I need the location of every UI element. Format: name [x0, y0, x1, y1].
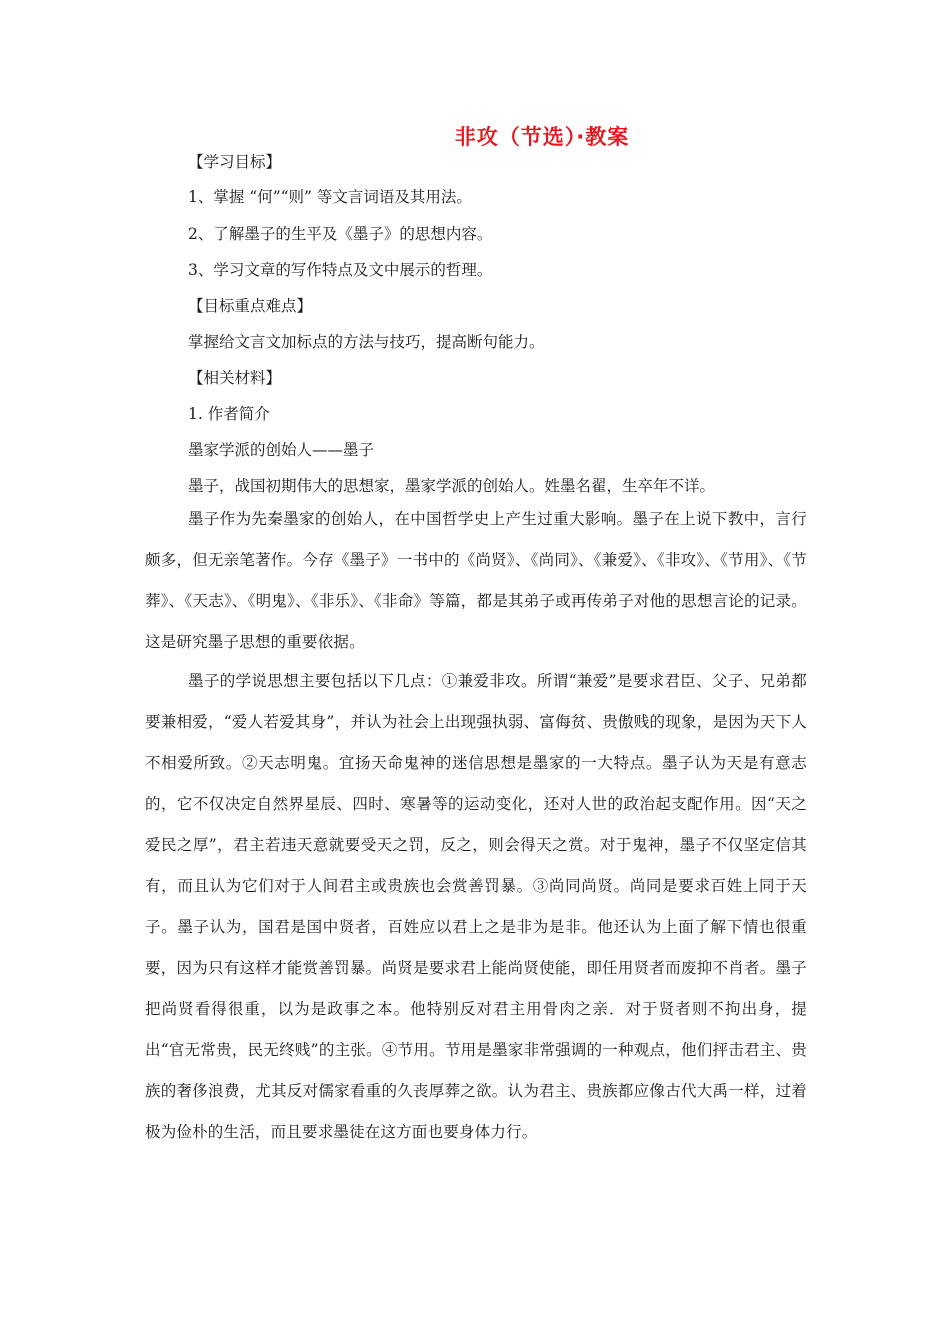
paragraph-thought: 墨子的学说思想主要包括以下几点：①兼爱非攻。所谓“兼爱”是要求君臣、父子、兄弟都要兼相爱，“爱人若爱其身”，并认为社会上出现强执弱、富侮贫、贵傲贱的现象，是因为天下人不相爱所致。②天志明鬼。宜扬天命鬼神的迷信思想是墨家的一大特点。墨子认为天是有意志的，它不仅决定自然界星辰、四时、寒暑等的运动变化，还对人世的政治起支配作用。因“天之爱民之厚”，君主若违天意就要受天之罚，反之，则会得天之赏。对于鬼神，墨子不仅坚定信其有，而且认为它们对于人间君主或贵族也会赏善罚暴。③尚同尚贤。尚同是要求百姓上同于天子。墨子认为，国君是国中贤者，百姓应以君上之是非为是非。他还认为上面了解下情也很重要，因为只有这样才能赏善罚暴。尚贤是要求君上能尚贤使能，即任用贤者而废抑不肖者。墨子把尚贤看得很重，以为是政事之本。他特别反对君主用骨肉之亲．对于贤者则不拘出身，提出“官无常贵，民无终贱”的主张。④节用。节用是墨家非常强调的一种观点，他们抨击君主、贵族的奢侈浪费，尤其反对儒家看重的久丧厚葬之欲。认为君主、贵族都应像古代大禹一样，过着极为俭朴的生活，而且要求墨徒在这方面也要身体力行。: [145, 672, 807, 1141]
paragraph-influence: 墨子作为先秦墨家的创始人，在中国哲学史上产生过重大影响。墨子在上说下教中，言行颇多，但无亲笔著作。今存《墨子》一书中的《尚贤》、《尚同》、《兼爱》、《非攻》、《节用》、《节葬》、《天志》、《明鬼》、《非乐》、《非命》等篇，都是其弟子或再传弟子对他的思想言论的记录。这是研究墨子思想的重要依据。: [145, 510, 807, 651]
materials-heading: 【相关材料】: [188, 369, 282, 387]
key-text: 掌握给文言文加标点的方法与技巧，提高断句能力。: [188, 333, 545, 351]
goal-item-3: 3、学习文章的写作特点及文中展示的哲理。: [188, 261, 493, 279]
goals-heading: 【学习目标】: [188, 153, 282, 171]
author-intro: 墨子，战国初期伟大的思想家，墨家学派的创始人。姓墨名翟，生卒年不详。: [188, 477, 716, 495]
author-subtitle: 墨家学派的创始人——墨子: [188, 441, 375, 459]
page-title: 非攻（节选）·教案: [454, 125, 630, 149]
goal-item-1: 1、掌握 “何”“则” 等文言词语及其用法。: [188, 188, 472, 206]
key-heading: 【目标重点难点】: [188, 297, 313, 315]
goal-item-2: 2、了解墨子的生平及《墨子》的思想内容。: [188, 225, 493, 243]
author-heading: 1. 作者简介: [188, 405, 270, 423]
